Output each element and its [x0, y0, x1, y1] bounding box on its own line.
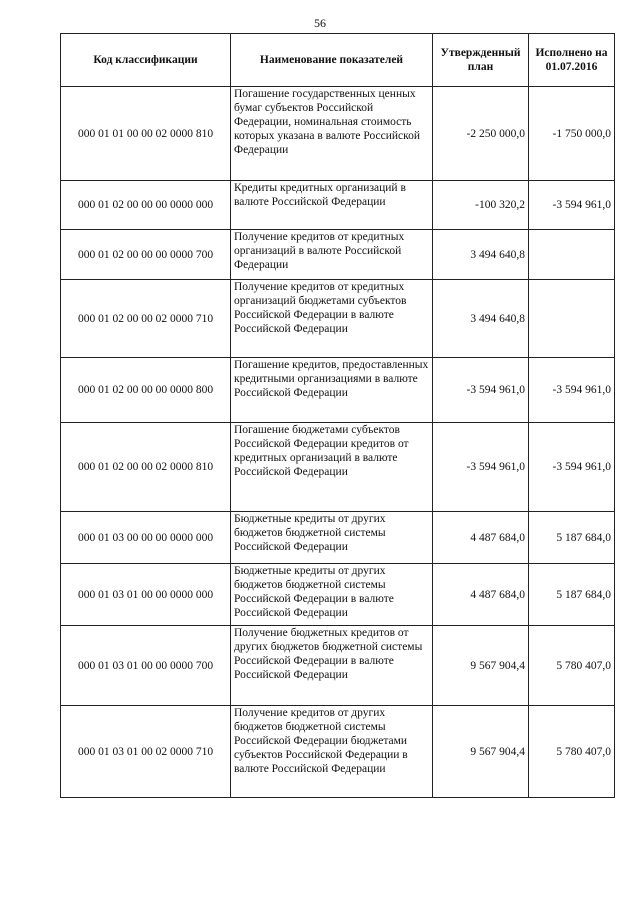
plan-value: -3 594 961,0: [433, 423, 529, 512]
table-row: [61, 87, 615, 181]
indicator-name: Получение кредитов от кредитных организаций в валюте Российской Федерации: [231, 230, 433, 280]
classification-code: 000 01 02 00 00 00 0000 000: [61, 181, 231, 230]
executed-value: 5 780 407,0: [529, 706, 615, 798]
executed-value: -3 594 961,0: [529, 181, 615, 230]
table-row: [61, 423, 615, 512]
executed-value: 5 187 684,0: [529, 564, 615, 626]
indicator-name: Погашение бюджетами субъектов Российской Федерации кредитов от кредитных организаций в валюте Российской Федерации: [231, 423, 433, 512]
plan-value: -2 250 000,0: [433, 87, 529, 181]
indicator-name: Погашение государственных ценных бумаг субъектов Российской Федерации, номинальная стоимость которых указана в валюте Российской Федерации: [231, 87, 433, 181]
executed-value: -3 594 961,0: [529, 358, 615, 423]
indicator-name: Кредиты кредитных организаций в валюте Российской Федерации: [231, 181, 433, 230]
plan-value: 4 487 684,0: [433, 564, 529, 626]
classification-code: 000 01 03 00 00 00 0000 000: [61, 512, 231, 564]
indicator-name: Бюджетные кредиты от других бюджетов бюджетной системы Российской Федерации: [231, 512, 433, 564]
classification-code: 000 01 02 00 00 00 0000 700: [61, 230, 231, 280]
table-row: [61, 230, 615, 280]
executed-value: [529, 230, 615, 280]
plan-value: -100 320,2: [433, 181, 529, 230]
classification-code: 000 01 03 01 00 02 0000 710: [61, 706, 231, 798]
executed-value: 5 780 407,0: [529, 626, 615, 706]
table-row: [61, 512, 615, 564]
plan-value: 9 567 904,4: [433, 626, 529, 706]
executed-value: -1 750 000,0: [529, 87, 615, 181]
header-name: Наименование показателей: [231, 34, 433, 87]
plan-value: 3 494 640,8: [433, 280, 529, 358]
indicator-name: Получение кредитов от других бюджетов бюджетной системы Российской Федерации бюджетами субъектов Российской Федерации в валюте Российской Федерации: [231, 706, 433, 798]
indicator-name: Получение кредитов от кредитных организаций бюджетами субъектов Российской Федерации в валюте Российской Федерации: [231, 280, 433, 358]
classification-code: 000 01 01 00 00 02 0000 810: [61, 87, 231, 181]
plan-value: 9 567 904,4: [433, 706, 529, 798]
classification-code: 000 01 03 01 00 00 0000 700: [61, 626, 231, 706]
classification-code: 000 01 03 01 00 00 0000 000: [61, 564, 231, 626]
classification-code: 000 01 02 00 00 02 0000 710: [61, 280, 231, 358]
page-number: 56: [314, 16, 326, 30]
table-row: [61, 280, 615, 358]
table-header-row: [61, 34, 615, 87]
budget-table: [60, 33, 615, 798]
table-row: [61, 358, 615, 423]
table-row: [61, 706, 615, 798]
plan-value: 4 487 684,0: [433, 512, 529, 564]
table-row: [61, 564, 615, 626]
plan-value: 3 494 640,8: [433, 230, 529, 280]
plan-value: -3 594 961,0: [433, 358, 529, 423]
indicator-name: Получение бюджетных кредитов от других бюджетов бюджетной системы Российской Федерации в валюте Российской Федерации: [231, 626, 433, 706]
executed-value: [529, 280, 615, 358]
executed-value: 5 187 684,0: [529, 512, 615, 564]
classification-code: 000 01 02 00 00 02 0000 810: [61, 423, 231, 512]
executed-value: -3 594 961,0: [529, 423, 615, 512]
header-code: Код классификации: [61, 34, 231, 87]
indicator-name: Бюджетные кредиты от других бюджетов бюджетной системы Российской Федерации в валюте Российской Федерации: [231, 564, 433, 626]
header-plan: Утвержденный план: [433, 34, 529, 87]
table-row: [61, 626, 615, 706]
classification-code: 000 01 02 00 00 00 0000 800: [61, 358, 231, 423]
header-executed: Исполнено на 01.07.2016: [529, 34, 615, 87]
table-row: [61, 181, 615, 230]
indicator-name: Погашение кредитов, предоставленных кредитными организациями в валюте Российской Федерации: [231, 358, 433, 423]
